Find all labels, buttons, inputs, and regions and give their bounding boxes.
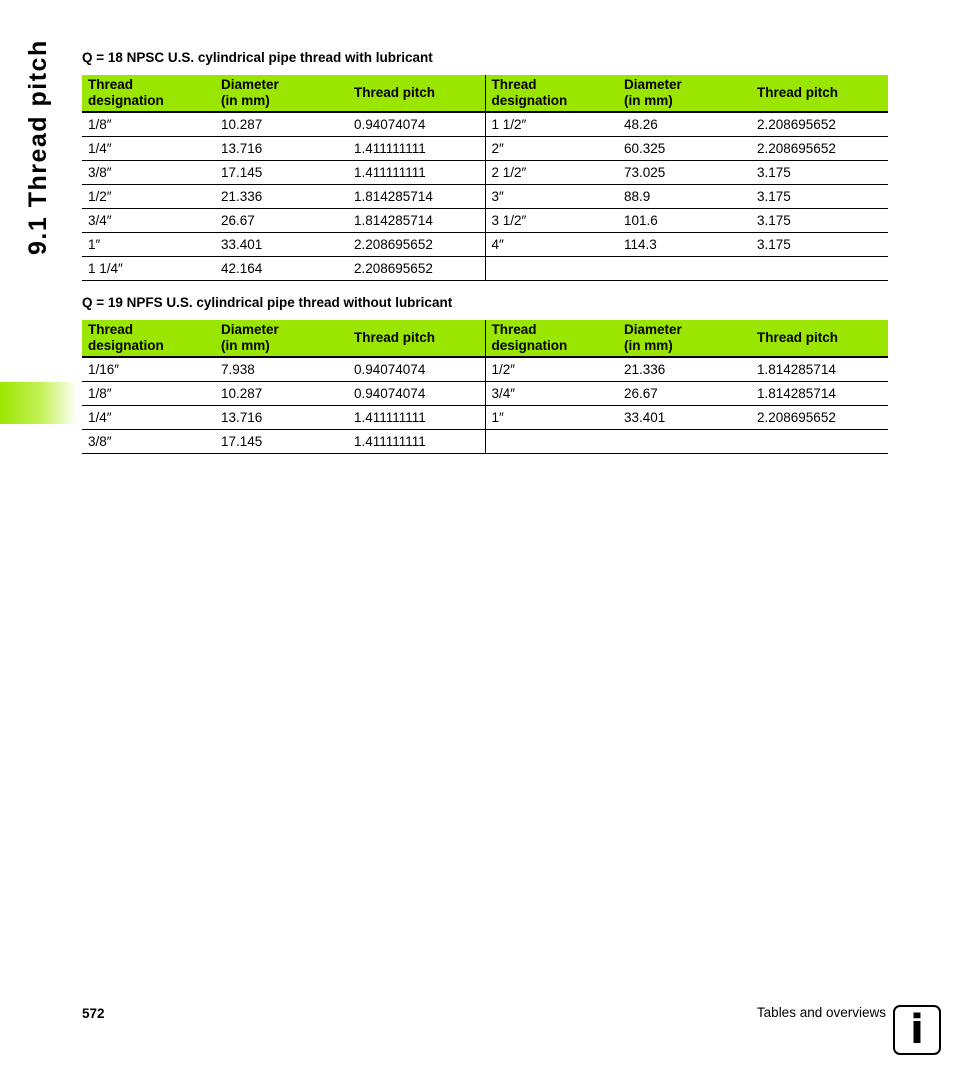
column-header [618, 75, 751, 112]
column-header-line: designation [88, 338, 164, 353]
table-cell: 1/2″ [82, 185, 215, 209]
table-cell: 4″ [485, 233, 618, 257]
chapter-tab-marker [0, 382, 77, 424]
table-row [82, 161, 888, 185]
column-header-line: (in mm) [221, 93, 270, 108]
table-cell: 33.401 [215, 233, 348, 257]
page-number: 572 [82, 1006, 105, 1021]
table-cell: 3/4″ [485, 382, 618, 406]
column-header [82, 320, 215, 357]
table-cell: 17.145 [215, 430, 348, 454]
column-header-line: Thread pitch [757, 85, 839, 100]
table-cell: 2.208695652 [348, 257, 485, 281]
table-cell: 1/16″ [82, 357, 215, 382]
column-header-line: Thread pitch [354, 330, 436, 345]
table-cell: 17.145 [215, 161, 348, 185]
column-header-line: Thread [88, 77, 134, 92]
table-cell: 0.94074074 [348, 112, 485, 137]
table-cell: 3″ [485, 185, 618, 209]
table-cell: 0.94074074 [348, 357, 485, 382]
table-cell: 48.26 [618, 112, 751, 137]
table-cell: 1.814285714 [348, 209, 485, 233]
column-header-line: designation [491, 93, 568, 108]
table-cell: 7.938 [215, 357, 348, 382]
column-header-line: Diameter [624, 77, 682, 92]
table-cell: 13.716 [215, 137, 348, 161]
table-row [82, 209, 888, 233]
column-header [485, 320, 618, 357]
table-cell: 1 1/4″ [82, 257, 215, 281]
table-cell: 3/8″ [82, 430, 215, 454]
thread-table-npsc [82, 75, 888, 281]
table-1-title: Q = 18 NPSC U.S. cylindrical pipe thread with lubricant [82, 50, 433, 65]
table-row [82, 406, 888, 430]
table-cell: 3.175 [751, 161, 888, 185]
column-header-line: Diameter [221, 322, 279, 337]
info-icon: i [893, 1005, 941, 1055]
table-cell: 1″ [82, 233, 215, 257]
table-cell [618, 430, 751, 454]
table-cell: 1/8″ [82, 382, 215, 406]
side-section-title-text: 9.1 Thread pitch [24, 39, 52, 255]
column-header-line: Thread pitch [354, 85, 436, 100]
table-cell: 3.175 [751, 185, 888, 209]
table-row [82, 112, 888, 137]
table-2-title: Q = 19 NPFS U.S. cylindrical pipe thread without lubricant [82, 295, 453, 310]
column-header-line: Diameter [221, 77, 279, 92]
table-cell: 21.336 [618, 357, 751, 382]
table-cell: 2 1/2″ [485, 161, 618, 185]
column-header [82, 75, 215, 112]
table-cell: 1″ [485, 406, 618, 430]
table-cell: 10.287 [215, 382, 348, 406]
table-cell [485, 430, 618, 454]
table-row [82, 382, 888, 406]
table-cell: 3 1/2″ [485, 209, 618, 233]
column-header [751, 75, 888, 112]
column-header-line: (in mm) [221, 338, 270, 353]
table-cell: 10.287 [215, 112, 348, 137]
column-header-line: (in mm) [624, 93, 673, 108]
column-header-line: Thread pitch [757, 330, 839, 345]
table-cell: 2″ [485, 137, 618, 161]
table-cell: 1/2″ [485, 357, 618, 382]
thread-table-npfs [82, 320, 888, 454]
table-cell: 1.411111111 [348, 406, 485, 430]
column-header-line: Thread [491, 322, 537, 337]
table-row [82, 233, 888, 257]
table-cell: 1.814285714 [348, 185, 485, 209]
table-cell [618, 257, 751, 281]
table-row [82, 357, 888, 382]
table-header-row [82, 75, 888, 112]
table-cell: 1.814285714 [751, 357, 888, 382]
table-row [82, 185, 888, 209]
table-cell: 3.175 [751, 233, 888, 257]
table-cell: 2.208695652 [751, 137, 888, 161]
table-cell: 1.814285714 [751, 382, 888, 406]
column-header [348, 75, 485, 112]
table-cell: 3/4″ [82, 209, 215, 233]
table-cell: 1.411111111 [348, 137, 485, 161]
table-cell: 73.025 [618, 161, 751, 185]
table-cell [485, 257, 618, 281]
table-cell: 60.325 [618, 137, 751, 161]
column-header-line: (in mm) [624, 338, 673, 353]
column-header-line: designation [491, 338, 568, 353]
column-header-line: Diameter [624, 322, 682, 337]
column-header [618, 320, 751, 357]
table-cell: 3.175 [751, 209, 888, 233]
table-cell: 26.67 [618, 382, 751, 406]
table-cell: 1/4″ [82, 406, 215, 430]
column-header [348, 320, 485, 357]
table-cell: 2.208695652 [751, 406, 888, 430]
table-cell [751, 257, 888, 281]
column-header-line: Thread [491, 77, 537, 92]
table-header-row [82, 320, 888, 357]
table-row [82, 430, 888, 454]
column-header [215, 320, 348, 357]
table-cell: 88.9 [618, 185, 751, 209]
table-cell: 101.6 [618, 209, 751, 233]
table-cell: 2.208695652 [751, 112, 888, 137]
table-cell: 1 1/2″ [485, 112, 618, 137]
table-cell: 2.208695652 [348, 233, 485, 257]
table-cell: 26.67 [215, 209, 348, 233]
column-header [215, 75, 348, 112]
column-header-line: Thread [88, 322, 134, 337]
column-header [751, 320, 888, 357]
table-cell: 3/8″ [82, 161, 215, 185]
table-cell: 1/4″ [82, 137, 215, 161]
table-cell: 1.411111111 [348, 430, 485, 454]
table-cell: 21.336 [215, 185, 348, 209]
table-cell: 1/8″ [82, 112, 215, 137]
footer-section-label: Tables and overviews [756, 1005, 886, 1020]
table-cell: 114.3 [618, 233, 751, 257]
table-cell: 33.401 [618, 406, 751, 430]
table-cell: 1.411111111 [348, 161, 485, 185]
table-cell [751, 430, 888, 454]
side-section-title [16, 40, 56, 260]
table-cell: 42.164 [215, 257, 348, 281]
table-cell: 0.94074074 [348, 382, 485, 406]
column-header-line: designation [88, 93, 164, 108]
table-row [82, 257, 888, 281]
column-header [485, 75, 618, 112]
table-row [82, 137, 888, 161]
table-cell: 13.716 [215, 406, 348, 430]
